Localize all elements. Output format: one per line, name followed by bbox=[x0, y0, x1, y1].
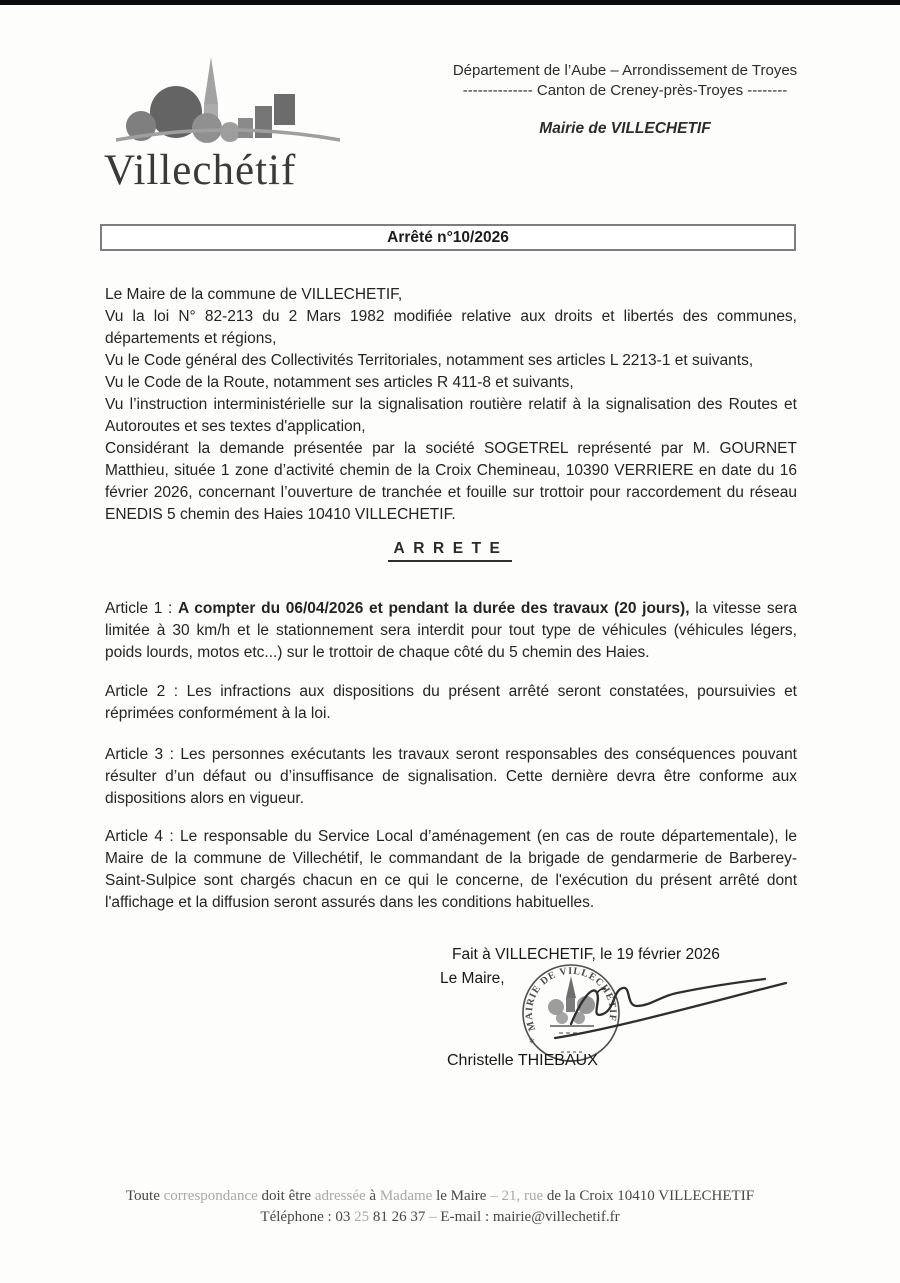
footer-seg: Téléphone : 03 bbox=[260, 1209, 355, 1225]
preamble-vu-loi: Vu la loi N° 82-213 du 2 Mars 1982 modifiée relative aux droits et libertés des communes, départements et régions, bbox=[105, 308, 797, 347]
footer-seg: 81 26 37 bbox=[372, 1209, 430, 1225]
preamble-vu-cgct: Vu le Code général des Collectivités Territoriales, notamment ses articles L 2213-1 et suivants, bbox=[105, 352, 754, 369]
department-line: Département de l’Aube – Arrondissement de Troyes bbox=[452, 62, 798, 79]
header-admin-block bbox=[450, 62, 800, 138]
footer-seg: correspondance bbox=[163, 1188, 262, 1204]
mairie-line: Mairie de VILLECHETIF bbox=[539, 120, 711, 137]
preamble-line-maire: Le Maire de la commune de VILLECHETIF, bbox=[105, 286, 403, 303]
scan-edge-bar bbox=[0, 0, 900, 5]
footer-seg: – bbox=[429, 1209, 441, 1225]
arrete-heading-wrap bbox=[0, 540, 900, 562]
canton-line: -------------- Canton de Creney-près-Troyes -------- bbox=[462, 82, 788, 99]
footer-seg: à bbox=[369, 1188, 380, 1204]
article-1-label: Article 1 : bbox=[105, 600, 179, 617]
stamp-ring-text: MAIRIE DE VILLECHETIF bbox=[523, 965, 619, 1033]
decree-title: Arrêté n°10/2026 bbox=[387, 229, 509, 246]
stamp-star: ✶ bbox=[528, 1036, 536, 1046]
footer-address-line bbox=[0, 1188, 880, 1205]
signature-icon bbox=[553, 966, 789, 1044]
handwritten-signature bbox=[553, 966, 789, 1049]
article-1 bbox=[105, 598, 797, 664]
preamble-vu-route: Vu le Code de la Route, notamment ses articles R 411-8 et suivants, bbox=[105, 374, 574, 391]
article-3: Article 3 : Les personnes exécutants les travaux seront responsables des conséquences pouvant résulter d’un défaut ou d’insuffisance de signalisation. Cette dernière devra être conforme aux dispositions alors en vigueur. bbox=[105, 746, 797, 807]
article-1-bold: A compter du 06/04/2026 et pendant la durée des travaux (20 jours), bbox=[178, 600, 690, 617]
footer-seg: le Maire bbox=[436, 1188, 491, 1204]
footer-seg: – 21, rue bbox=[490, 1188, 547, 1204]
footer-seg: doit être bbox=[261, 1188, 315, 1204]
preamble-considerant: Considérant la demande présentée par la société SOGETREL représenté par M. GOURNET Matthieu, située 1 zone d’activité chemin de la Croix Chemineau, 10390 VERRIERE en date du 16 février 2026, concernant l’ouverture de tranchée et fouille sur trottoir pour raccordement du réseau ENEDIS 5 chemin des Haies 10410 VILLECHETIF. bbox=[105, 440, 797, 523]
decree-title-box bbox=[100, 224, 796, 251]
footer bbox=[0, 1188, 880, 1226]
footer-seg: 25 bbox=[354, 1209, 373, 1225]
commune-logo bbox=[104, 56, 344, 192]
footer-seg: de la Croix 10410 VILLECHETIF bbox=[546, 1188, 755, 1204]
signature-place-date: Fait à VILLECHETIF, le 19 février 2026 bbox=[452, 946, 720, 963]
article-1-rest: la vitesse sera limitée à 30 km/h et le stationnement sera interdit pour tout type de véhicules (véhicules légers, poids lourds, motos etc...) sur le trottoir de chaque côté du 5 chemin des Haies. bbox=[105, 600, 797, 661]
logo-wordmark: Villechétif bbox=[104, 147, 297, 194]
article-4: Article 4 : Le responsable du Service Local d’aménagement (en cas de route départementale), le Maire de la commune de Villechétif, le commandant de la brigade de gendarmerie de Barberey-Saint-Sulpice sont chargés chacun en ce qui le concerne, de l'exécution du présent arrêté dont l'affichage et la diffusion seront assurés dans les conditions habituelles. bbox=[105, 828, 797, 911]
footer-seg: Toute bbox=[125, 1188, 164, 1204]
signature-role: Le Maire, bbox=[440, 970, 505, 987]
footer-seg: Madame bbox=[379, 1188, 437, 1204]
footer-seg: E-mail : mairie@villechetif.fr bbox=[440, 1209, 620, 1225]
footer-contact-line bbox=[0, 1209, 880, 1226]
signatory-name: Christelle THIEBAUX bbox=[447, 1052, 598, 1069]
preamble-vu-instruction: Vu l’instruction interministérielle sur la signalisation routière relatif à la signalisation des Routes et Autoroutes et ses textes d'application, bbox=[105, 396, 797, 435]
arrete-heading: ARRETE bbox=[388, 540, 513, 562]
preamble bbox=[105, 284, 797, 526]
article-2: Article 2 : Les infractions aux dispositions du présent arrêté seront constatées, poursuivies et réprimées conformément à la loi. bbox=[105, 683, 797, 722]
footer-seg: adressée bbox=[314, 1188, 370, 1204]
village-icon bbox=[114, 56, 342, 144]
